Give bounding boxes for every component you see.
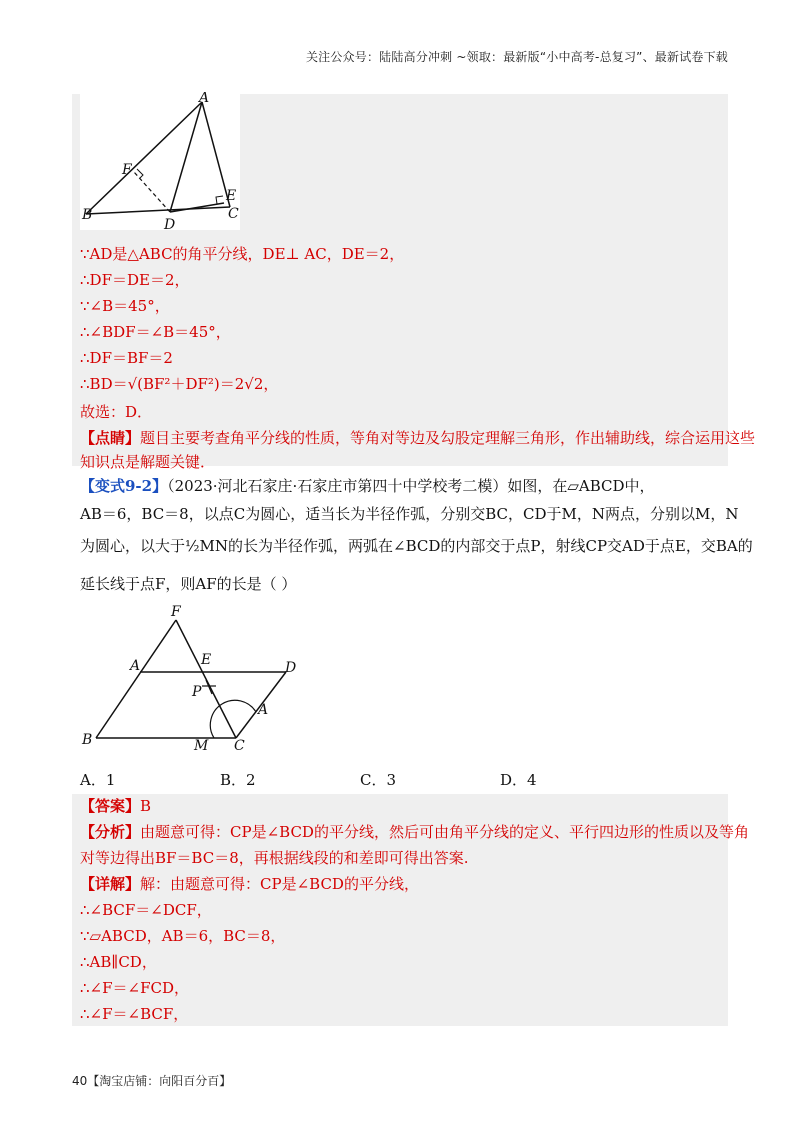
problem2-tag: 【变式9-2】 [80, 477, 168, 495]
label-A2: A [130, 658, 141, 674]
label-D: D [164, 217, 176, 232]
choices-row [80, 770, 640, 790]
answer-tag: 【答案】 [80, 797, 141, 815]
label-B2: B [82, 732, 93, 748]
triangle-figure [80, 92, 250, 232]
label-A: A [199, 92, 210, 106]
analysis-line2: 对等边得出BF＝BC＝8，再根据线段的和差即可得出答案. [80, 849, 469, 867]
problem2-line4: 延长线于点F，则AF的长是（ ） [80, 575, 297, 593]
label-C2: C [234, 738, 245, 754]
label-M2: M [194, 738, 209, 754]
sol1-line7: 故选：D． [80, 403, 153, 421]
dianjing-line1 [80, 428, 755, 448]
label-B: B [82, 207, 93, 223]
label-P2: P [192, 684, 202, 700]
sol1-line5: ∴DF＝BF＝2 [80, 349, 173, 367]
dianjing-text1: 题目主要考查角平分线的性质，等角对等边及勾股定理解三角形，作出辅助线，综合运用这些 [140, 429, 756, 447]
detail-line5: ∴∠F＝∠FCD， [80, 979, 189, 997]
label-F2: F [171, 604, 181, 620]
page-footer: 40【淘宝店铺：向阳百分百】 [72, 1074, 232, 1088]
label-C: C [228, 206, 239, 222]
detail-line1 [80, 874, 419, 894]
label-E2: E [201, 652, 212, 668]
problem2-text1: （2023·河北石家庄·石家庄市第四十中学校考二模）如图，在▱ABCD中， [167, 477, 655, 495]
analysis-tag: 【分析】 [80, 823, 141, 841]
sol1-line4: ∴∠BDF＝∠B＝45°， [80, 323, 231, 341]
label-D2: D [285, 660, 297, 676]
detail-line6: ∴∠F＝∠BCF， [80, 1005, 189, 1023]
label-N2: A [258, 702, 269, 718]
dianjing-line2: 知识点是解题关键． [80, 453, 216, 471]
detail-line4: ∴AB∥CD， [80, 953, 157, 971]
detail-line2: ∴∠BCF＝∠DCF， [80, 901, 212, 919]
detail-line3: ∵▱ABCD，AB＝6，BC＝8， [80, 927, 286, 945]
choice-d[interactable]: D．4 [500, 771, 537, 789]
sol1-line2: ∴DF＝DE＝2， [80, 271, 190, 289]
analysis-text1: 由题意可得：CP是∠BCD的平分线，然后可由角平分线的定义、平行四边形的性质以及等角 [140, 823, 749, 841]
label-F: F [122, 162, 132, 178]
detail-text1: 解：由题意可得：CP是∠BCD的平分线， [140, 875, 419, 893]
label-E: E [226, 188, 237, 204]
analysis-line1 [80, 822, 749, 842]
choice-b[interactable]: B．2 [220, 771, 256, 789]
page-header: 关注公众号：陆陆高分冲刺 ~领取：最新版“小中高考-总复习”、最新试卷下载 [305, 50, 728, 64]
dianjing-tag: 【点睛】 [80, 429, 141, 447]
detail-tag: 【详解】 [80, 875, 141, 893]
sol1-line3: ∵∠B＝45°， [80, 297, 170, 315]
problem2-line3: 为圆心，以大于½MN的长为半径作弧，两弧在∠BCD的内部交于点P，射线CP交AD于点E，交BA的 [80, 537, 753, 555]
sol1-line6: ∴BD＝√(BF²＋DF²)＝2√2， [80, 375, 279, 393]
sol1-line1: ∵AD是△ABC的角平分线，DE⊥ AC，DE＝2， [80, 245, 405, 263]
choice-a[interactable]: A．1 [80, 771, 116, 789]
problem2-line2: AB＝6，BC＝8，以点C为圆心，适当长为半径作弧，分别交BC，CD于M，N两点，分别以M，N [80, 505, 739, 523]
answer-line [80, 796, 151, 816]
problem2-line1 [80, 476, 655, 496]
choice-c[interactable]: C．3 [360, 771, 397, 789]
parallelogram-figure [80, 604, 320, 754]
answer-value: B [140, 797, 152, 815]
